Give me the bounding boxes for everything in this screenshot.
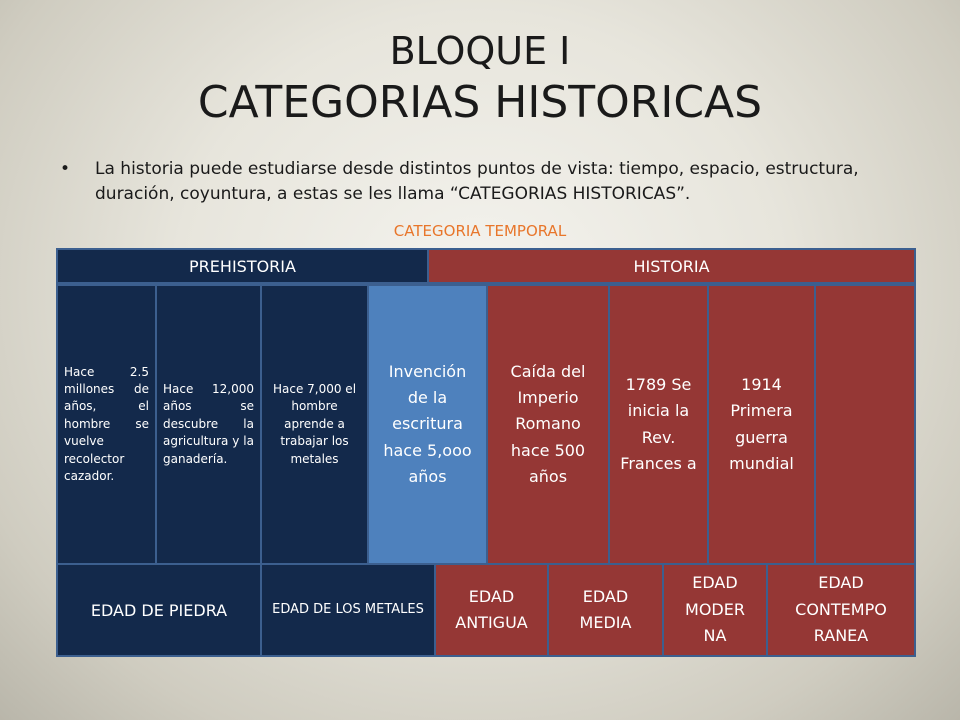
age-cell: [260, 563, 436, 657]
header-prehistoria: PREHISTORIA: [56, 248, 429, 284]
event-cell: [56, 284, 157, 565]
age-label: EDAD ANTIGUA: [455, 586, 528, 632]
intro-bullet: [60, 157, 890, 206]
event-cell: [608, 284, 709, 565]
age-label: EDAD DE PIEDRA: [90, 600, 228, 620]
bullet-dot: •: [60, 159, 71, 179]
age-cell: [434, 563, 549, 657]
event-text: Hace 7,000 el hombre aprende a trabajar los metales: [272, 382, 357, 466]
section-subtitle: CATEGORIA TEMPORAL: [393, 222, 567, 240]
event-cell: [486, 284, 610, 565]
event-text: Hace 2.5 millones de años, el hombre se vuelve recolector cazador.: [64, 364, 149, 483]
intro-text: La historia puede estudiarse desde distintos puntos de vista: tiempo, espacio, estructura, duración, coyuntura, a estas se les llama “CATEGORIAS HISTORICAS”.: [95, 159, 859, 204]
event-text: 1789 Se inicia la Rev. Frances a: [620, 374, 697, 473]
title-line-1: BLOQUE I: [389, 29, 571, 73]
age-cell: [662, 563, 768, 657]
event-cell: [260, 284, 369, 565]
event-cell: [367, 284, 488, 565]
age-label: EDAD MEDIA: [579, 586, 632, 632]
event-text: Invención de la escritura hace 5,ooo años: [383, 361, 472, 487]
event-cell-empty: [814, 284, 916, 565]
event-text: Hace 12,000 años se descubre la agricultura y la ganadería.: [163, 382, 254, 466]
slide-title: [0, 30, 960, 128]
title-line-2: CATEGORIAS HISTORICAS: [197, 76, 763, 128]
age-label: EDAD CONTEMPO RANEA: [795, 573, 887, 646]
header-historia: HISTORIA: [427, 248, 916, 284]
age-label: EDAD DE LOS METALES: [272, 602, 424, 618]
event-text: 1914 Primera guerra mundial: [729, 374, 794, 473]
event-cell: [707, 284, 816, 565]
age-label: EDAD MODER NA: [685, 573, 745, 646]
event-cell: [155, 284, 262, 565]
age-cell: [547, 563, 664, 657]
age-cell: [766, 563, 916, 657]
age-cell: [56, 563, 262, 657]
event-text: Caída del Imperio Romano hace 500 años: [510, 361, 586, 487]
